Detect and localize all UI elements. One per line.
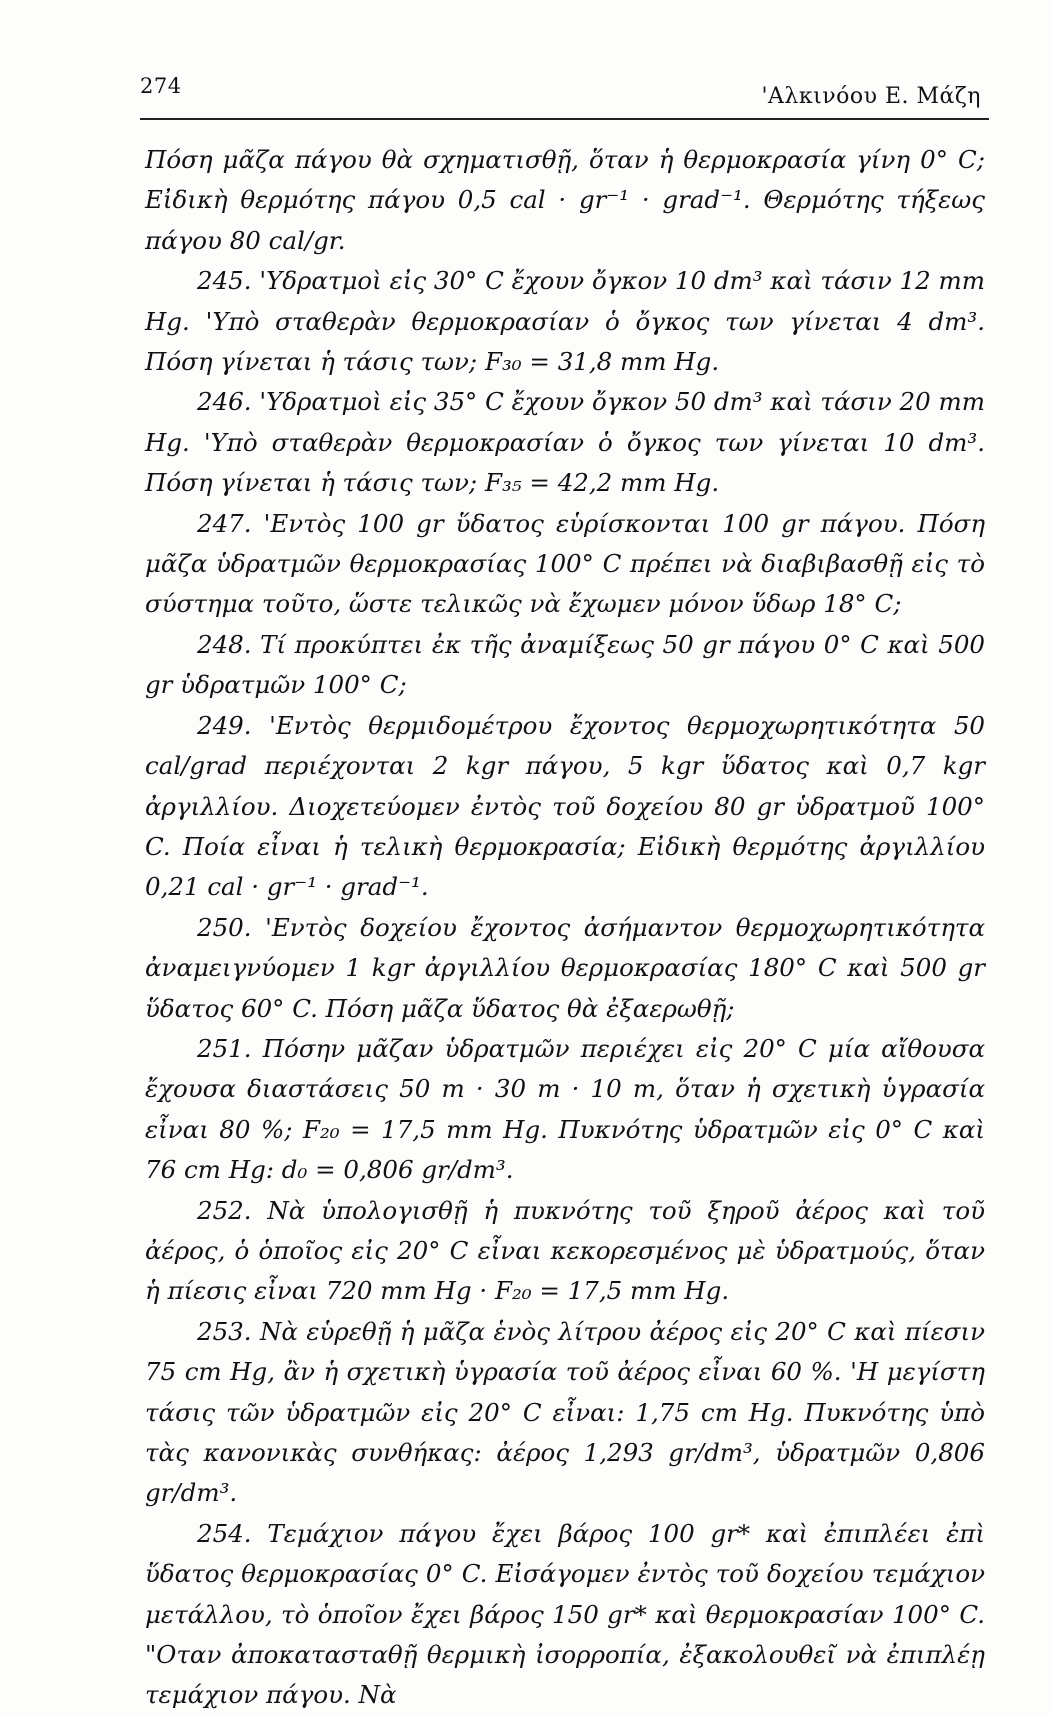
problem-249: 249. 'Εντὸς θερμιδομέτρου ἔχοντος θερμοχωρητικότητα 50 cal/grad περιέχονται 2 kgr πάγου, 5 kgr ὕδατος καὶ 0,7 kgr ἀργιλλίου. Διοχετεύομεν ἐντὸς τοῦ δοχείου 80 gr ὑδρατμοῦ 100° C. Ποία εἶναι ἡ τελικὴ θερμοκρασία; Εἰδικὴ θερμότης ἀργιλλίου 0,21 cal · gr⁻¹ · grad⁻¹. [145, 710, 985, 902]
problem-245: 245. 'Υδρατμοὶ εἰς 30° C ἔχουν ὄγκον 10 dm³ καὶ τάσιν 12 mm Hg. 'Υπὸ σταθερὰν θερμοκρασίαν ὁ ὄγκος των γίνεται 4 dm³. Πόση γίνεται ἡ τάσις των; F₃₀ = 31,8 mm Hg. [145, 266, 985, 377]
problem-253: 253. Νὰ εὑρεθῇ ἡ μᾶζα ἑνὸς λίτρου ἀέρος εἰς 20° C καὶ πίεσιν 75 cm Hg, ἂν ἡ σχετικὴ ὑγρασία τοῦ ἀέρος εἶναι 60 %. 'Η μεγίστη τάσις τῶν ὑδρατμῶν εἰς 20° C εἶναι: 1,75 cm Hg. Πυκνότης ὑπὸ τὰς κανονικὰς συνθήκας: ἀέρος 1,293 gr/dm³, ὑδρατμῶν 0,806 gr/dm³. [145, 1316, 985, 1508]
page-header [140, 72, 981, 118]
problem-247: 247. 'Εντὸς 100 gr ὕδατος εὑρίσκονται 100 gr πάγου. Πόση μᾶζα ὑδρατμῶν θερμοκρασίας 100° C πρέπει νὰ διαβιβασθῇ εἰς τὸ σύστημα τοῦτο, ὥστε τελικῶς νὰ ἔχωμεν μόνον ὕδωρ 18° C; [145, 508, 985, 619]
page-body [145, 140, 985, 1716]
problem-248: 248. Τί προκύπτει ἐκ τῆς ἀναμίξεως 50 gr πάγου 0° C καὶ 500 gr ὑδρατμῶν 100° C; [145, 629, 985, 700]
problem-254: 254. Τεμάχιον πάγου ἔχει βάρος 100 gr* καὶ ἐπιπλέει ἐπὶ ὕδατος θερμοκρασίας 0° C. Εἰσάγομεν ἐντὸς τοῦ δοχείου τεμάχιον μετάλλου, τὸ ὁποῖον ἔχει βάρος 150 gr* καὶ θερμοκρασίαν 100° C. "Οταν ἀποκατασταθῇ θερμικὴ ἰσορροπία, ἐξακολουθεῖ νὰ ἐπιπλέῃ τεμάχιον πάγου. Νὰ [145, 1518, 985, 1710]
header-rule [140, 118, 989, 120]
problem-251: 251. Πόσην μᾶζαν ὑδρατμῶν περιέχει εἰς 20° C μία αἴθουσα ἔχουσα διαστάσεις 50 m · 30 m · 10 m, ὅταν ἡ σχετικὴ ὑγρασία εἶναι 80 %; F₂₀ = 17,5 mm Hg. Πυκνότης ὑδρατμῶν εἰς 0° C καὶ 76 cm Hg: d₀ = 0,806 gr/dm³. [145, 1033, 985, 1185]
problem-252: 252. Νὰ ὑπολογισθῇ ἡ πυκνότης τοῦ ξηροῦ ἀέρος καὶ τοῦ ἀέρος, ὁ ὁποῖος εἰς 20° C εἶναι κεκορεσμένος μὲ ὑδρατμούς, ὅταν ἡ πίεσις εἶναι 720 mm Hg · F₂₀ = 17,5 mm Hg. [145, 1195, 985, 1306]
problem-250: 250. 'Εντὸς δοχείου ἔχοντος ἀσήμαντον θερμοχωρητικότητα ἀναμειγνύομεν 1 kgr ἀργιλλίου θερμοκρασίας 180° C καὶ 500 gr ὕδατος 60° C. Πόση μᾶζα ὕδατος θὰ ἐξαερωθῇ; [145, 912, 985, 1023]
problem-244-continuation: Πόση μᾶζα πάγου θὰ σχηματισθῇ, ὅταν ἡ θερμοκρασία γίνη 0° C; Εἰδικὴ θερμότης πάγου 0,5 cal · gr⁻¹ · grad⁻¹. Θερμότης τήξεως πάγου 80 cal/gr. [145, 145, 985, 255]
page-number: 274 [140, 74, 182, 98]
running-head: 'Αλκινόου Ε. Μάζη [761, 84, 981, 109]
problem-246: 246. 'Υδρατμοὶ εἰς 35° C ἔχουν ὄγκον 50 dm³ καὶ τάσιν 20 mm Hg. 'Υπὸ σταθερὰν θερμοκρασίαν ὁ ὄγκος των γίνεται 10 dm³. Πόση γίνεται ἡ τάσις των; F₃₅ = 42,2 mm Hg. [145, 387, 985, 498]
